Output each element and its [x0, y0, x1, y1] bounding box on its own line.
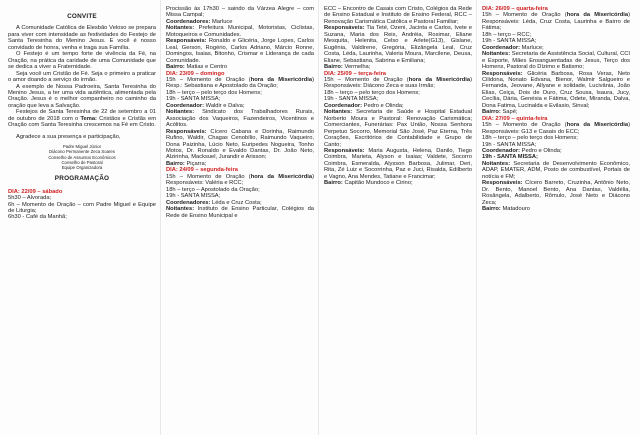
- day-heading: DIA: 25/09 – terça-feira: [324, 70, 387, 77]
- schedule-line: 15h – Momento de Oração (hora da Misericórdia) Responsáveis: G13 e Casais do ECC;: [482, 122, 630, 135]
- column-3: [324, 6, 472, 431]
- programacao-title: PROGRAMAÇÃO: [54, 175, 110, 183]
- schedule-line: 19h - SANTA MISSA;: [482, 154, 538, 161]
- coordinators: Coordenador: Pedro e Olinda;: [324, 102, 404, 109]
- schedule-line: 18h – terço – pelo terço dos Homens;: [324, 89, 420, 96]
- fold-line: [318, 0, 319, 435]
- coordinators: Coordenadores: Léda e Cruz Costa;: [166, 199, 262, 206]
- bairro: Bairro: Sapé;: [482, 109, 518, 116]
- signatures: [8, 144, 156, 170]
- signature-line: Conselho de Pastoral: [61, 159, 103, 165]
- signature-line: Conselho de Assuntos Econômicos: [48, 154, 116, 160]
- schedule-line: 18h – terço – pelo terço dos Homens;: [482, 135, 578, 142]
- day-heading: DIA: 22/09 – sábado: [8, 188, 63, 195]
- column-convite: [8, 6, 156, 431]
- tema-label: Tema:: [80, 115, 97, 122]
- tema-prefix: Festejos de Santa Teresinha de 22 de setembro a 01 de outubro de 2018 com o: [8, 109, 156, 122]
- bairro: Bairro: Capitão Mundoco e Cirino;: [324, 180, 413, 187]
- coordinators: Coordenador: Pedro e Olinda;: [482, 147, 562, 154]
- bairro: Bairro: Piçarra;: [166, 160, 207, 167]
- label: Bairro:: [166, 64, 185, 71]
- schedule-line: 19h - SANTA MISSA;: [482, 141, 537, 148]
- schedule-line: 19h - SANTA MISSA;: [166, 96, 221, 103]
- schedule-line: 18h – terço – Apostolado da Oração;: [166, 186, 260, 193]
- value: Marluce: [210, 18, 233, 25]
- label: Responsáveis:: [166, 38, 207, 45]
- value: Matias e Centro: [184, 64, 228, 71]
- schedule-line: 19h - SANTA MISSA;: [166, 193, 221, 200]
- schedule-line: 15h – Momento de Oração (hora da Misericórdia) Responsáveis: Valéria e RCC;: [166, 173, 314, 187]
- noitantes: Noitantes: Instituto de Ensino Particular, Colégios da Rede de Ensino Municipal e: [166, 206, 314, 219]
- noitantes: Noitantes: Secretaria de Assistência Social, Cultural, CCI e Esporte, Mães Ensanguentadas de Jesus, Terço dos Homens, Pastoral do Dízimo e Batismo;: [482, 51, 630, 71]
- bairro: Bairro: Vermelha;: [324, 64, 371, 71]
- schedule-line: 15h – Momento de Oração (hora da Misericórdia) Resp.: Sebastiana e Apostolado da Oração;: [166, 76, 314, 90]
- day-heading: DIA: 24/09 – segunda-feira: [166, 167, 238, 174]
- coordinators: Coordenador: Marluce;: [482, 44, 544, 51]
- tema-text: Cristãos e Cristãs em Oração com Santa Teresinha crescemos na Fé em Cristo.: [8, 115, 156, 129]
- schedule-line: 5h30 – Alvorada;: [8, 195, 52, 202]
- noitantes-continued: ECC – Encontro de Casais com Cristo, Colégios da Rede de Ensino Estadual e Instituto de Ensino Federal, RCC – Renovação Carismática Católica e Pastoral Familiar;: [324, 6, 472, 25]
- value: Ronaldo e Glicéria, Jorge Lopes, Carlos Leal, Gerson, Rogério, Carlos Adriano, Márcio Ronne, Domingos, Isaias, Bitonho, Crismar e Liderança de cada Comunidade.: [166, 38, 314, 64]
- schedule-line: 6h30 - Café da Manhã;: [8, 214, 67, 221]
- label: Coordenadores:: [166, 18, 211, 25]
- signature-line: Diácono Permanente Zeca Soares: [49, 149, 115, 155]
- procession-text: Procissão às 17h30 – saindo da Várzea Alegre – com Missa Campal;: [166, 6, 314, 19]
- convite-title: CONVITE: [67, 13, 97, 20]
- convite-tema: [8, 109, 156, 128]
- schedule-line: 19h - SANTA MISSA;: [324, 96, 379, 103]
- day-heading: DIA: 26/09 – quarta-feira: [482, 6, 548, 12]
- schedule-line: 18h – terço – pelo terço dos Homens;: [166, 89, 262, 96]
- column-4: [482, 6, 630, 431]
- schedule-line: 15h – Momento de Oração (hora da Misericórdia) Responsáveis: Diácono Zeca e suas Irmãs;: [324, 76, 472, 90]
- value: Prefeitura Municipal, Motoristas, Ciclistas, Motoqueiros e Comunidades.: [166, 25, 314, 38]
- noitantes: Noitantes: Secretaria de Desenvolvimento Econômico, ADAP, EMATER, ADM, Posto de combustível, Portais de notícia e FM;: [482, 160, 630, 180]
- responsaveis: [166, 38, 314, 64]
- responsaveis: Responsáveis: Tia Teté, Ozeni, Jacinta e Carlos, Ivete e Suzana, Maria dos Reis, Andréia, Rosimar, Eliane Mesquita, Helenita, Celso e Arlete(G13), Gislane, Eugênia, Valdirene, Gregória, Elizângela Leal, Cruz Costa, Léda, Laurinha, Valeria Moura, Marcilene, Deusa, Eliane, Sebastiana, Sabrina e Emiliana;: [324, 25, 472, 64]
- coordinators: Coordenador: Waldir e Dalva;: [166, 102, 245, 109]
- noitantes: [166, 25, 314, 38]
- day-heading: DIA: 27/09 – quinta-feira: [482, 115, 548, 122]
- schedule-line: 19h - SANTA MISSA;: [482, 38, 537, 45]
- convite-paragraph: O Festejo é um tempo forte de vivência da Fé, na Oração, na prática da caridade de uma Comunidade que se dedica a viver a Fraternidade.: [8, 51, 156, 71]
- responsaveis: Responsáveis: Cícero Cabana e Dorinha, Raimundo Rufino, Waldir, Chagas Cenobílio, Raimundo Vaqueiro, Dona Paizinha, Lúcio Neto, Euripedes Nogueira, Tonho Motos, Dr. Ronaldo e Evaldo Dantas, Dr. João Neto, Alzirinha, Macksuel, Jurandir e Arisson;: [166, 128, 314, 161]
- signature-line: Padre Miguel Júnior: [62, 144, 102, 150]
- responsaveis: Responsáveis: Maria Augusta, Helena, Danilo, Tiego Coimbra, Marieta, Alyson e Isaias; Valdete, Socorro Coimbra, Esmeralda, Alysson Barbosa, Julimar, Deri, Rita, Zé Luiz e Socorrinha, Paz e Juci, Risalda, Edilberto e Vagno, Ana Mendes, Tatiane e Francimar;: [324, 147, 472, 180]
- day-heading: DIA: 23/09 – domingo: [166, 70, 225, 77]
- convite-paragraph: A exemplo de Nossa Padroeira, Santa Teresinha do Menino Jesus, a ter uma vida autêntica, alimentada pela Oração. Jesus é o melhor companheiro no caminho da oração que leva a Salvação.: [8, 83, 156, 109]
- label: Noitantes:: [166, 25, 195, 32]
- responsaveis: Responsáveis: Glicéria Barbosa, Rosa Veras, Neto Cilidona, Nonato Edvana, Bienor, Walmir Salgueiro e Fernanda, Jeovane, Allyane e solidade, Lucivânia, João Elias, Ceiça, Dois de Ouro, Cruz Sousa, Isaura, Jucy, Cecília, Dária, Genésia e Fátima, Odete, Miranda, Dalva, Dona Fatima, Lucinalda e Evilasio, Sinval;: [482, 70, 630, 109]
- fold-line: [476, 0, 477, 435]
- convite-paragraph: A Comunidade Católica de Elesbão Veloso se prepara para viver com intensidade as festividades do Festejo de Santa Teresinha do Menino Jesus. E você é nosso convidado de honra, venha e traga sua Família.: [8, 25, 156, 51]
- bairro: Bairro: Matadouro: [482, 206, 530, 213]
- schedule-line: 18h – terço – RCC;: [482, 31, 532, 38]
- noitantes: Noitantes: Sindicato dos Trabalhadores Rurais, Associação dos Vaqueiros, Fazendeiros, Vicentinos e Acólitos.: [166, 109, 314, 129]
- column-2: [166, 6, 314, 431]
- schedule-line: 6h – Momento de Oração – com Padre Miguel e Equipe de Liturgia;: [8, 201, 156, 214]
- schedule-line: 15h – Momento de Oração (hora da Misericórdia) Responsáveis: Léda, Cruz Costa, Laurinha e Bairro de Fátima;: [482, 12, 630, 32]
- noitantes: Noitantes: Secretaria de Saúde e Hospital Estadual Norberto Moura e Pastoral: Renovação Carismática; Comerciantes, Funerárias: Pax União, Nossa Senhora Perpetuo Socorro, Memorial São José, Paz Eterna, Três Corações, Escritórios de Contabilidade e Grupo de Canto;: [324, 109, 472, 148]
- convite-paragraph: Seja você um Cristão de Fé. Seja o primeiro a praticar o amor doando a serviço do irmão.: [8, 70, 156, 84]
- thanks-text: Agradece a sua presença e participação,: [16, 133, 121, 140]
- fold-line: [160, 0, 161, 435]
- responsaveis: Responsáveis: Cícero Barreto, Cruzinha, Antônio Neto, Dr. Bento, Manoel Bento, Ana Dantas, Valdélia, Rosângela, Adalberto, Rômulo, José Neto e Diácono Zeca;: [482, 180, 630, 206]
- signature-line: Equipe Organizadora: [61, 164, 103, 170]
